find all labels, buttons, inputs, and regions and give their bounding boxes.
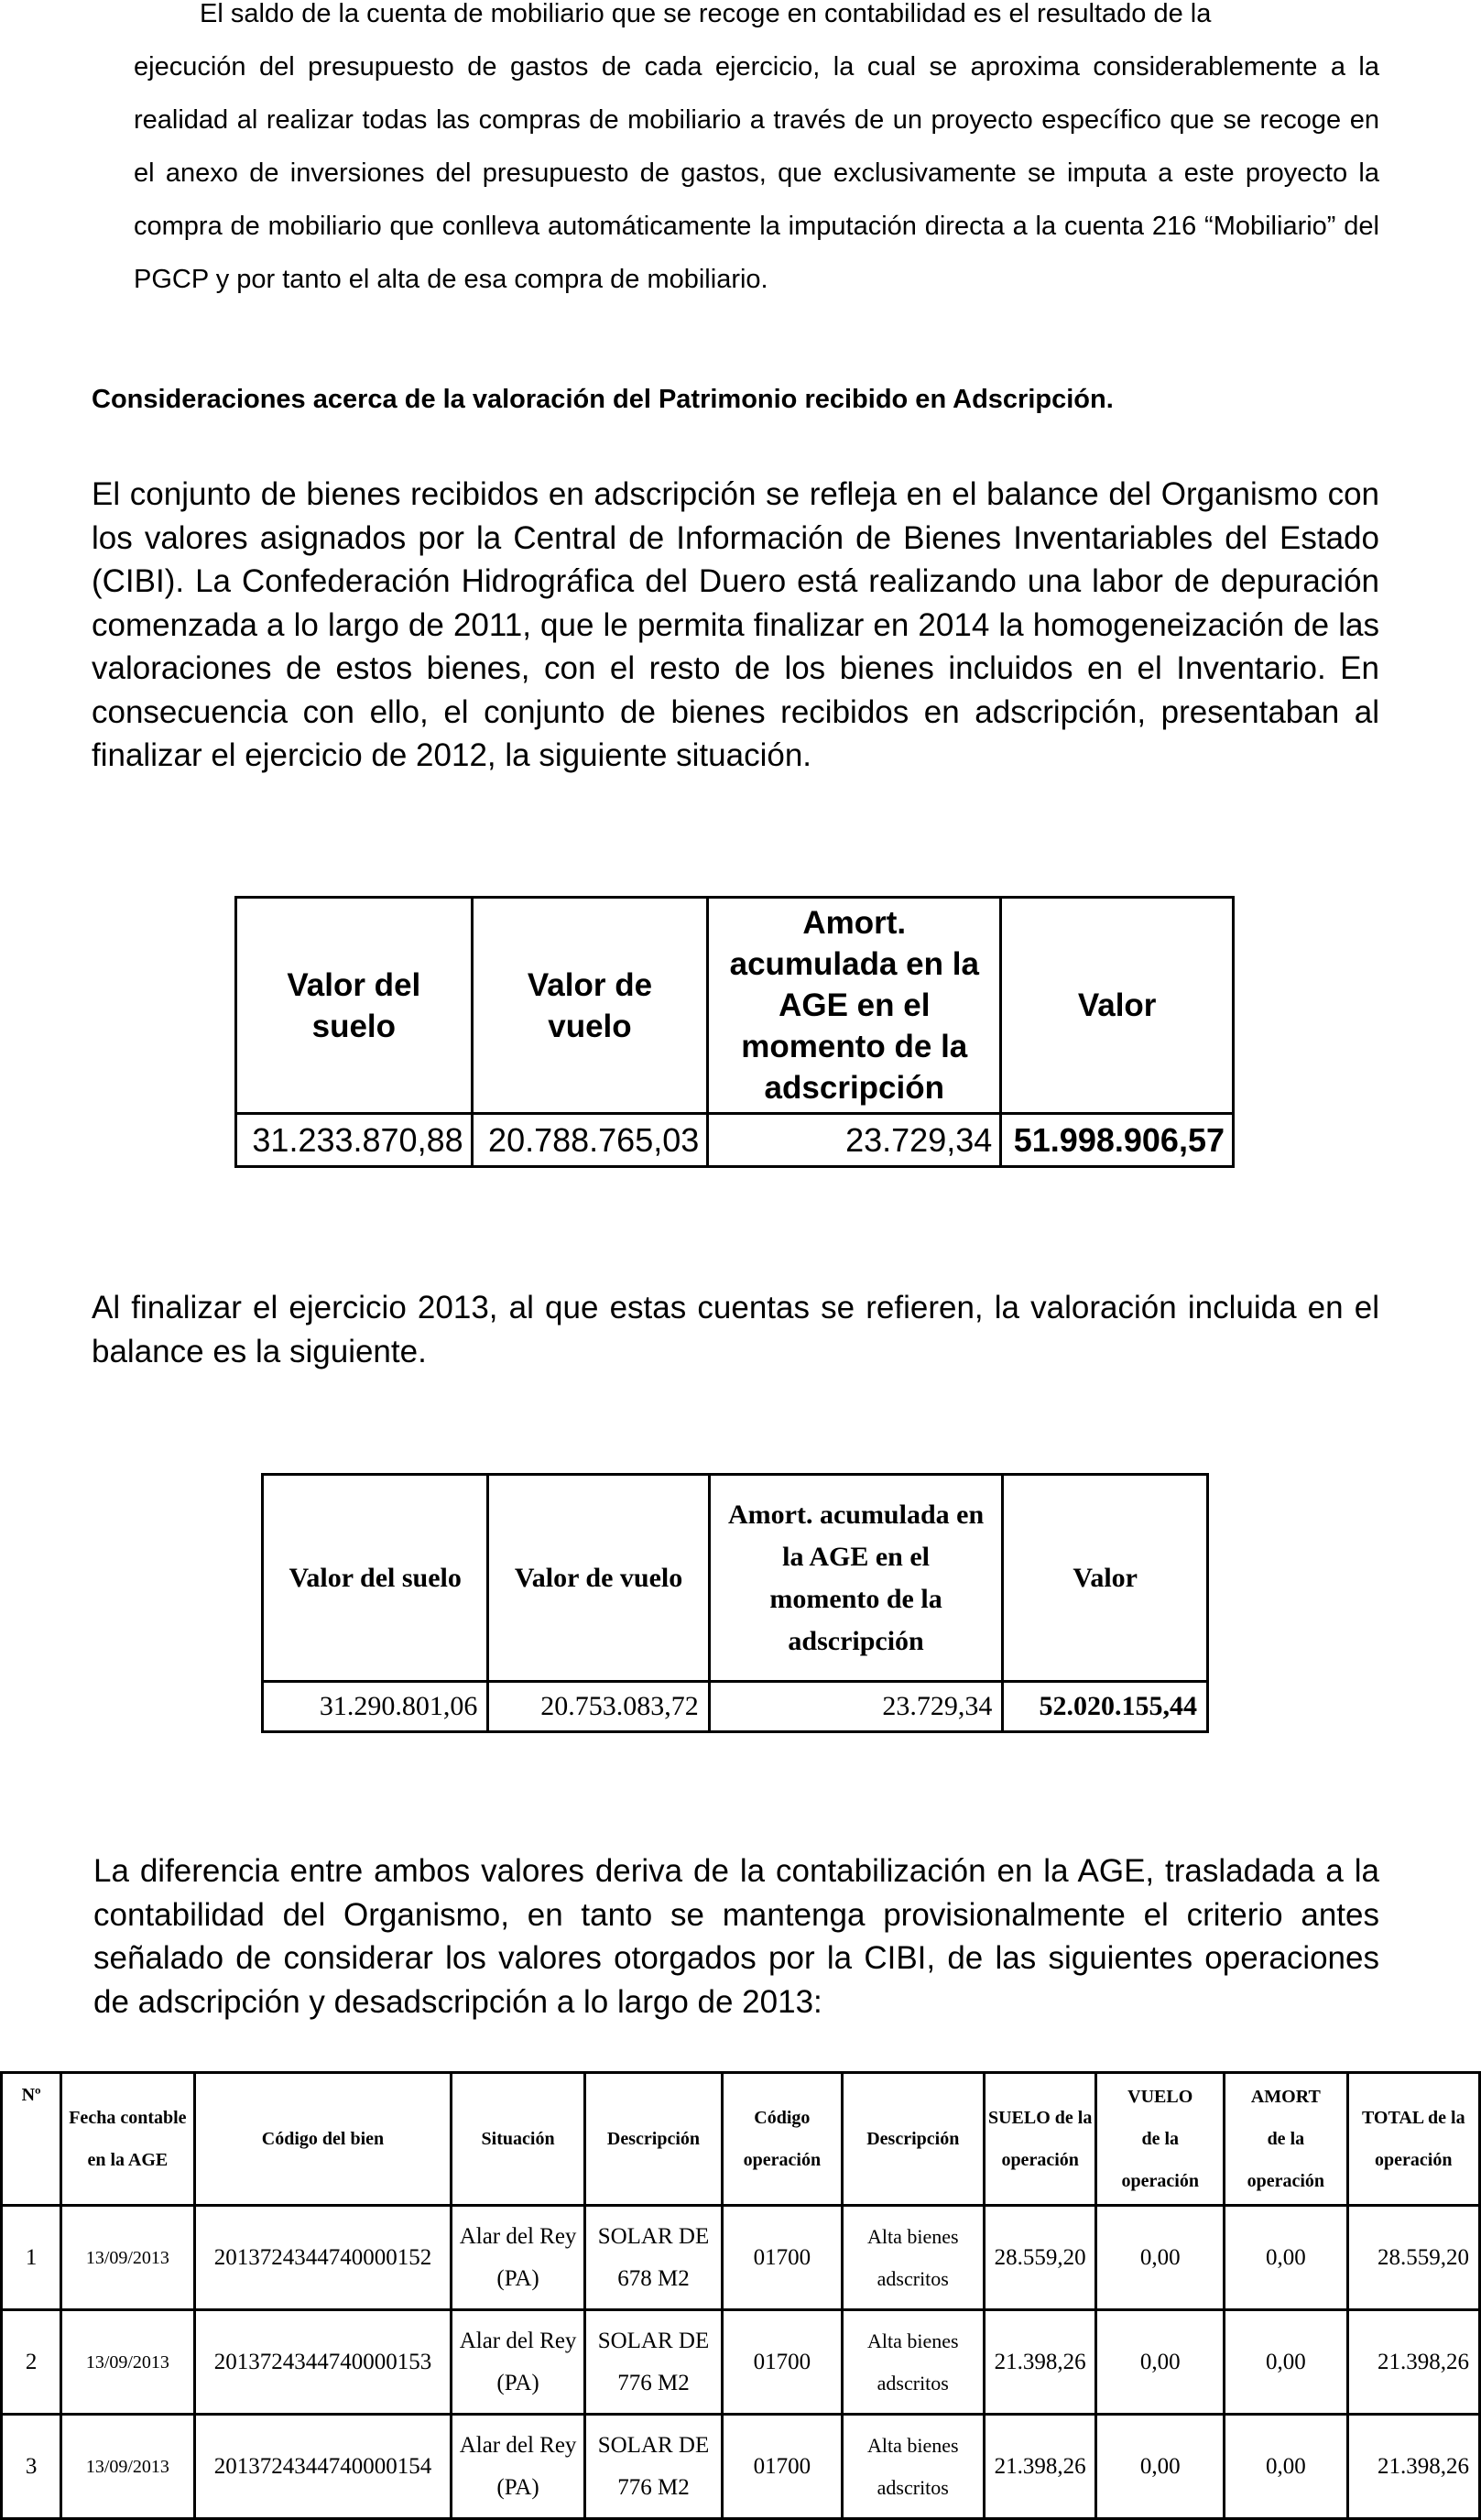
cell-numero: 1 <box>2 2206 61 2310</box>
header-situacion: Situación <box>452 2073 584 2206</box>
cell-amort: 0,00 <box>1225 2310 1347 2415</box>
cell-descripcion-bien: SOLAR DE 678 M2 <box>584 2206 722 2310</box>
cell-descripcion-operacion: Alta bienes adscritos <box>842 2206 984 2310</box>
cell-valor-suelo: 31.233.870,88 <box>236 1114 473 1167</box>
cell-situacion: Alar del Rey (PA) <box>452 2310 584 2415</box>
cell-valor-total: 52.020.155,44 <box>1003 1682 1208 1732</box>
cell-codigo-bien: 2013724344740000154 <box>194 2415 452 2519</box>
cell-total: 28.559,20 <box>1347 2206 1479 2310</box>
header-descripcion-operacion: Descripción <box>842 2073 984 2206</box>
table-row <box>2 2415 1480 2519</box>
operations-table <box>0 2071 1481 2520</box>
cell-codigo-operacion: 01700 <box>723 2415 842 2519</box>
cell-suelo: 21.398,26 <box>984 2415 1095 2519</box>
cell-amort: 0,00 <box>1225 2206 1347 2310</box>
table-header-row <box>236 898 1234 1114</box>
cell-codigo-operacion: 01700 <box>723 2206 842 2310</box>
cell-vuelo: 0,00 <box>1096 2310 1225 2415</box>
header-codigo-bien: Código del bien <box>194 2073 452 2206</box>
header-valor-suelo: Valor del suelo <box>236 898 473 1114</box>
cell-amortizacion: 23.729,34 <box>708 1114 1001 1167</box>
valuation-table-2013 <box>261 1473 1209 1733</box>
cell-amort: 0,00 <box>1225 2415 1347 2519</box>
paragraph-adscripcion: El conjunto de bienes recibidos en adscripción se refleja en el balance del Organismo con los valores asignados por la Central de Información de Bienes Inventariables del Estado (CIBI). La Confederación Hidrográfica del Duero está realizando una labor de depuración comenzada a lo largo de 2011, que le permita finalizar en 2014 la homogeneización de las valoraciones de estos bienes, con el resto de los bienes incluidos en el Inventario. En consecuencia con ello, el conjunto de bienes recibidos en adscripción, presentaban al finalizar el ejercicio de 2012, la siguiente situación. <box>92 476 1379 773</box>
header-valor-suelo: Valor del suelo <box>263 1475 488 1682</box>
header-suelo: SUELO de la operación <box>984 2073 1095 2206</box>
paragraph-mobiliario-rest: ejecución del presupuesto de gastos de cada ejercicio, la cual se aproxima considerablemente a la realidad al realizar todas las compras de mobiliario a través de un proyecto específico que se recoge en el anexo de inversiones del presupuesto de gastos, que exclusivamente se imputa a este proyecto la compra de mobiliario que conlleva automáticamente la imputación directa a la cuenta 216 “Mobiliario” del PGCP y por tanto el alta de esa compra de mobiliario. <box>134 52 1379 294</box>
cell-descripcion-operacion: Alta bienes adscritos <box>842 2415 984 2519</box>
cell-amortizacion: 23.729,34 <box>709 1682 1003 1732</box>
paragraph-mobiliario <box>134 0 1379 306</box>
table-row <box>236 1114 1234 1167</box>
header-codigo-operacion: Código operación <box>723 2073 842 2206</box>
cell-total: 21.398,26 <box>1347 2310 1479 2415</box>
cell-valor-suelo: 31.290.801,06 <box>263 1682 488 1732</box>
header-amortizacion: Amort. acumulada en la AGE en el momento de la adscripción <box>709 1475 1003 1682</box>
cell-valor-total: 51.998.906,57 <box>1001 1114 1234 1167</box>
header-valor: Valor <box>1003 1475 1208 1682</box>
cell-codigo-bien: 2013724344740000153 <box>194 2310 452 2415</box>
table-header-row <box>2 2073 1480 2206</box>
cell-situacion: Alar del Rey (PA) <box>452 2206 584 2310</box>
header-amortizacion: Amort. acumulada en la AGE en el momento de la adscripción <box>708 898 1001 1114</box>
paragraph-mobiliario-first-line: El saldo de la cuenta de mobiliario que se recoge en contabilidad es el resultado de la <box>200 0 1212 28</box>
cell-valor-vuelo: 20.753.083,72 <box>488 1682 709 1732</box>
header-total: TOTAL de la operación <box>1347 2073 1479 2206</box>
valuation-table-2012 <box>234 896 1235 1168</box>
header-descripcion-bien: Descripción <box>584 2073 722 2206</box>
header-vuelo: VUELO de la operación <box>1096 2073 1225 2206</box>
table-row <box>263 1682 1208 1732</box>
table-row <box>2 2310 1480 2415</box>
cell-total: 21.398,26 <box>1347 2415 1479 2519</box>
cell-fecha: 13/09/2013 <box>61 2206 194 2310</box>
section-heading: Consideraciones acerca de la valoración del Patrimonio recibido en Adscripción. <box>92 385 1114 414</box>
header-amort: AMORT de la operación <box>1225 2073 1347 2206</box>
paragraph-ejercicio-2013: Al finalizar el ejercicio 2013, al que estas cuentas se refieren, la valoración incluida en el balance es la siguiente. <box>92 1290 1379 1369</box>
cell-vuelo: 0,00 <box>1096 2206 1225 2310</box>
cell-fecha: 13/09/2013 <box>61 2415 194 2519</box>
header-valor-vuelo: Valor de vuelo <box>488 1475 709 1682</box>
cell-valor-vuelo: 20.788.765,03 <box>472 1114 708 1167</box>
cell-descripcion-bien: SOLAR DE 776 M2 <box>584 2310 722 2415</box>
cell-suelo: 21.398,26 <box>984 2310 1095 2415</box>
cell-codigo-bien: 2013724344740000152 <box>194 2206 452 2310</box>
cell-fecha: 13/09/2013 <box>61 2310 194 2415</box>
cell-codigo-operacion: 01700 <box>723 2310 842 2415</box>
cell-suelo: 28.559,20 <box>984 2206 1095 2310</box>
table-row <box>2 2206 1480 2310</box>
cell-situacion: Alar del Rey (PA) <box>452 2415 584 2519</box>
header-valor: Valor <box>1001 898 1234 1114</box>
header-numero: Nº <box>2 2073 61 2206</box>
header-valor-vuelo: Valor de vuelo <box>472 898 708 1114</box>
cell-numero: 2 <box>2 2310 61 2415</box>
cell-vuelo: 0,00 <box>1096 2415 1225 2519</box>
paragraph-diferencia: La diferencia entre ambos valores deriva de la contabilización en la AGE, trasladada a la contabilidad del Organismo, en tanto se mantenga provisionalmente el criterio antes señalado de considerar los valores otorgados por la CIBI, de las siguientes operaciones de adscripción y desadscripción a lo largo de 2013: <box>93 1853 1379 2020</box>
cell-descripcion-bien: SOLAR DE 776 M2 <box>584 2415 722 2519</box>
table-header-row <box>263 1475 1208 1682</box>
cell-numero: 3 <box>2 2415 61 2519</box>
cell-descripcion-operacion: Alta bienes adscritos <box>842 2310 984 2415</box>
header-fecha-contable: Fecha contable en la AGE <box>61 2073 194 2206</box>
